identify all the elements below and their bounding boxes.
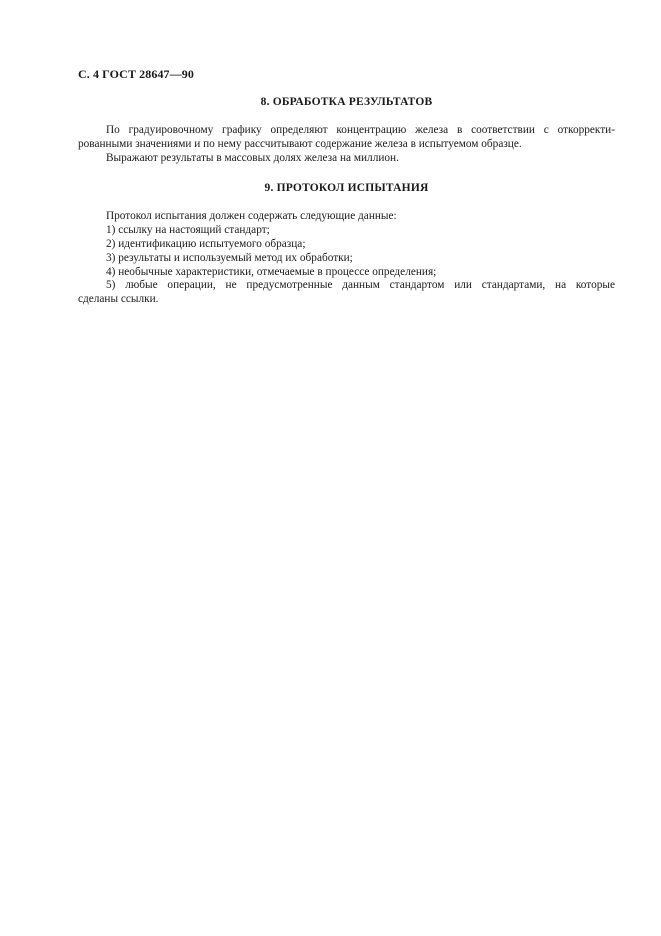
section-9-title: 9. ПРОТОКОЛ ИСПЫТАНИЯ	[264, 182, 429, 195]
section-9-item-3: 3) результаты и используемый метод их обработки;	[106, 251, 353, 264]
section-8-para-1-line-2: рованными значениями и по нему рассчитывают содержание железа в испытуемом образце.	[78, 137, 522, 150]
section-8-title: 8. ОБРАБОТКА РЕЗУЛЬТАТОВ	[260, 96, 433, 108]
section-8-para-2: Выражают результаты в массовых долях железа на миллион.	[106, 151, 399, 164]
section-9-intro: Протокол испытания должен содержать следующие данные:	[106, 210, 397, 223]
section-8-para-1-line-1: По градуировочному графику определяют концентрацию железа в соответствии с откорректи-	[106, 124, 615, 136]
section-9-item-1: 1) ссылку на настоящий стандарт;	[106, 224, 270, 237]
section-9-item-5-line-2: сделаны ссылки.	[78, 293, 159, 306]
section-9-item-2: 2) идентификацию испытуемого образца;	[106, 237, 306, 250]
page-header: С. 4 ГОСТ 28647—90	[78, 67, 194, 81]
section-9-item-5-line-1: 5) любые операции, не предусмотренные данным стандартом или стандартами, на которые	[106, 279, 615, 292]
section-8-body	[78, 124, 615, 165]
section-9-body	[78, 210, 615, 307]
page-content	[78, 95, 615, 307]
section-9-item-4: 4) необычные характеристики, отмечаемые в процессе определения;	[106, 265, 437, 278]
